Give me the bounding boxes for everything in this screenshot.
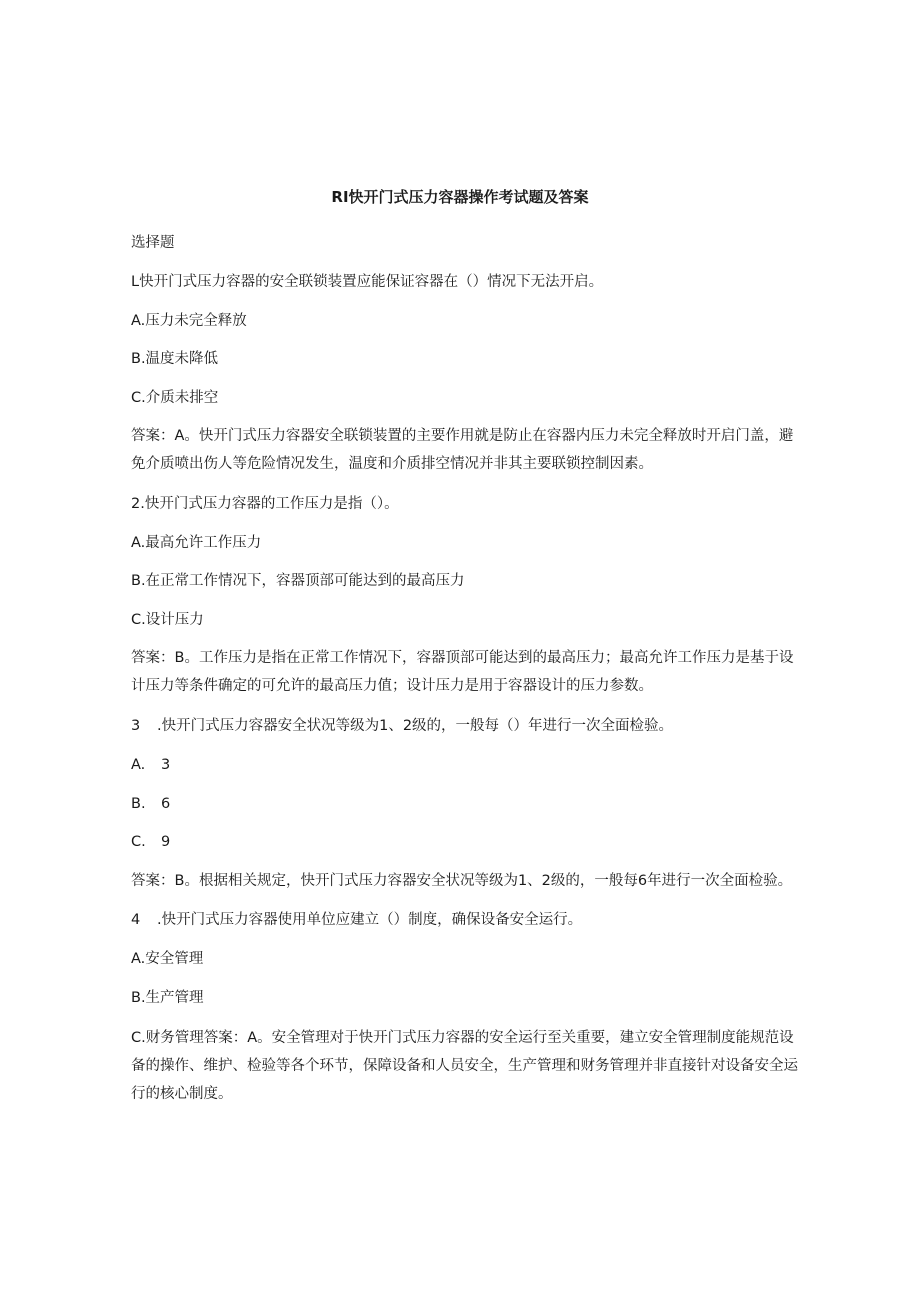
question-4-text: .快开门式压力容器使用单位应建立（）制度，确保设备安全运行。 bbox=[157, 912, 583, 928]
question-1-option-c: C.介质未排空 bbox=[131, 390, 219, 406]
option-letter: C. bbox=[131, 834, 146, 850]
question-2-stem: 2.快开门式压力容器的工作压力是指（）。 bbox=[131, 496, 399, 512]
question-4-option-a: A.安全管理 bbox=[131, 951, 204, 967]
question-1-option-a: A.压力未完全释放 bbox=[131, 313, 247, 329]
question-2-option-c: C.设计压力 bbox=[131, 612, 204, 628]
option-value: 6 bbox=[161, 796, 171, 812]
document-title: RI快开门式压力容器操作考试题及答案 bbox=[331, 188, 589, 206]
question-3-option-c bbox=[131, 832, 811, 852]
question-3-answer: 答案：B。根据相关规定，快开门式压力容器安全状况等级为1、2级的，一般每6年进行一次全面检验。 bbox=[131, 873, 793, 889]
question-3-stem bbox=[131, 716, 811, 736]
question-4-answer: C.财务管理答案：A。安全管理对于快开门式压力容器的安全运行至关重要，建立安全管理制度能规范设备的操作、维护、检验等各个环节，保障设备和人员安全，生产管理和财务管理并非直接针对设备安全运行的核心制度。 bbox=[131, 1030, 798, 1102]
question-1-stem: L快开门式压力容器的安全联锁装置应能保证容器在（）情况下无法开启。 bbox=[131, 274, 604, 290]
option-value: 3 bbox=[161, 757, 171, 773]
question-3-option-a bbox=[131, 755, 811, 775]
question-4-stem bbox=[131, 910, 811, 930]
section-heading: 选择题 bbox=[131, 235, 175, 251]
question-4-option-b: B.生产管理 bbox=[131, 990, 204, 1006]
option-letter: B. bbox=[131, 796, 146, 812]
question-4-number: 4 bbox=[131, 912, 141, 928]
question-3-option-b bbox=[131, 794, 811, 814]
question-2-answer: 答案：B。工作压力是指在正常工作情况下，容器顶部可能达到的最高压力；最高允许工作压力是基于设计压力等条件确定的可允许的最高压力值；设计压力是用于容器设计的压力参数。 bbox=[131, 650, 794, 694]
question-3-text: .快开门式压力容器安全状况等级为1、2级的，一般每（）年进行一次全面检验。 bbox=[157, 718, 674, 734]
question-2-option-b: B.在正常工作情况下，容器顶部可能达到的最高压力 bbox=[131, 573, 465, 589]
option-value: 9 bbox=[161, 834, 171, 850]
question-3-number: 3 bbox=[131, 718, 141, 734]
question-1-answer: 答案：A。快开门式压力容器安全联锁装置的主要作用就是防止在容器内压力未完全释放时开启门盖，避免介质喷出伤人等危险情况发生，温度和介质排空情况并非其主要联锁控制因素。 bbox=[131, 428, 794, 472]
option-letter: A. bbox=[131, 757, 146, 773]
question-1-option-b: B.温度未降低 bbox=[131, 351, 219, 367]
question-2-option-a: A.最高允许工作压力 bbox=[131, 535, 262, 551]
